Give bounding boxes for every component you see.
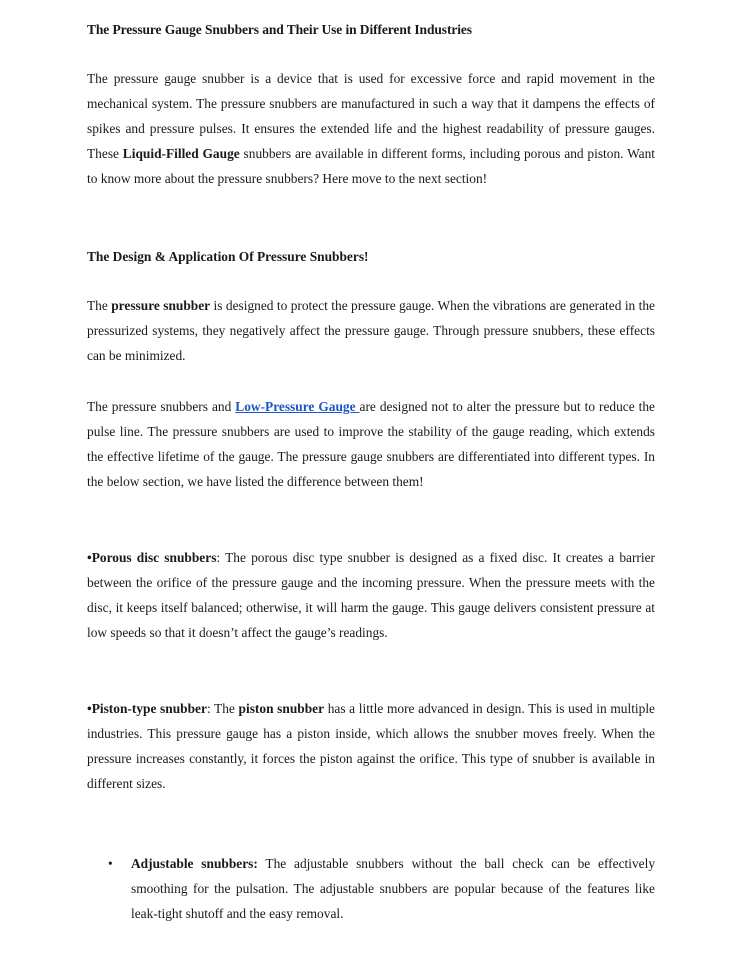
adjustable-bullet-list — [106, 851, 655, 926]
section-heading: The Design & Application Of Pressure Snubbers! — [87, 249, 369, 264]
design-text-after: is designed to protect the pressure gauge. When the vibrations are generated in the pressurized systems, they negatively affect the pressure gauge. Through pressure snubbers, these effects can be minimized. — [87, 298, 656, 364]
types-text-before: The pressure snubbers and — [87, 399, 236, 414]
piston-paragraph — [87, 696, 655, 796]
intro-text-after: snubbers are available in different forms, including porous and piston. Want to know more about the pressure snubbers? Here move to the next section! — [87, 146, 655, 187]
pressure-snubber-bold: pressure snubber — [111, 298, 211, 313]
porous-disc-text: : The porous disc type snubber is designed as a fixed disc. It creates a barrier between the orifice of the pressure gauge and the incoming pressure. When the pressure meets with the disc, it keeps itself balanced; otherwise, it will harm the gauge. This gauge delivers consistent pressure at low speeds so that it doesn’t affect the gauge’s readings. — [87, 550, 656, 641]
porous-disc-paragraph — [87, 545, 655, 645]
types-text-after: are designed not to alter the pressure but to reduce the pulse line. The pressure snubbers are used to improve the stability of the gauge reading, which extends the effective lifetime of the gauge. The pressure gauge snubbers are differentiated into different types. In the below section, we have listed the difference between them! — [87, 399, 655, 490]
adjustable-label: Adjustable snubbers: — [131, 856, 258, 871]
piston-text-mid: : The — [206, 701, 239, 716]
list-item — [106, 851, 655, 926]
low-pressure-gauge-link[interactable]: Low-Pressure Gauge — [235, 399, 360, 414]
intro-paragraph — [87, 66, 655, 191]
piston-text: has a little more advanced in design. This is used in multiple industries. This pressure gauge has a piston inside, which allows the snubber moves freely. When the pressure increases constantly, it forces the piston against the orifice. This type of snubber is available in different sizes. — [87, 701, 655, 792]
adjustable-text: The adjustable snubbers without the ball check can be effectively smoothing for the pulsation. The adjustable snubbers are popular because of the features like leak-tight shutoff and the easy removal. — [131, 856, 656, 922]
porous-disc-label: •Porous disc snubbers — [87, 550, 217, 565]
intro-text: The pressure gauge snubber is a device that is used for excessive force and rapid movement in the mechanical system. The pressure snubbers are manufactured in such a way that it dampens the effects of spikes and pressure pulses. It ensures the extended life and the highest readability of pressure gauges. These — [87, 71, 655, 162]
piston-snubber-bold: piston snubber — [238, 701, 325, 716]
document-title: The Pressure Gauge Snubbers and Their Use in Different Industries — [87, 22, 472, 37]
design-text-before: The — [87, 298, 112, 313]
bullet-dot: • — [108, 856, 113, 871]
design-paragraph — [87, 293, 655, 368]
piston-label: •Piston-type snubber — [87, 701, 207, 716]
types-paragraph — [87, 394, 655, 494]
liquid-filled-gauge-bold: Liquid-Filled Gauge — [122, 146, 240, 162]
